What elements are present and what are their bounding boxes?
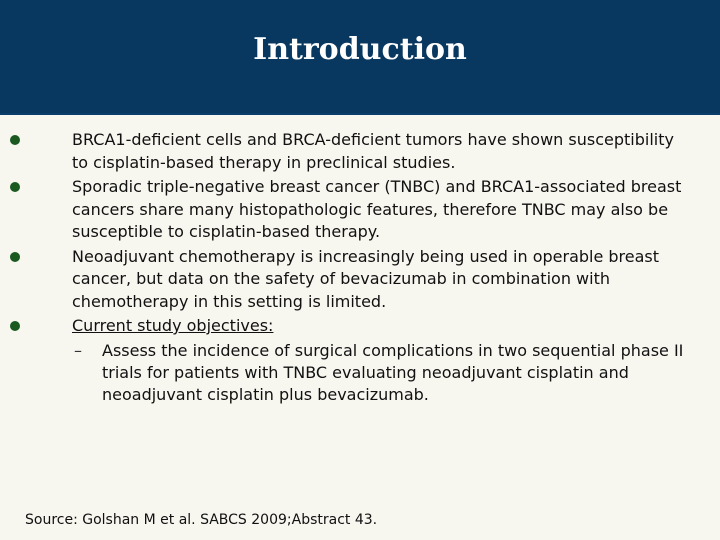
objectives-heading: Current study objectives: bbox=[72, 316, 274, 335]
source-citation: Source: Golshan M et al. SABCS 2009;Abstract 43. bbox=[25, 512, 378, 528]
bullet-text: Neoadjuvant chemotherapy is increasingly being used in operable breast cancer, but data on the safety of bevacizumab in combination with chemotherapy in this setting is limited. bbox=[72, 246, 660, 311]
slide-title: Introduction bbox=[253, 32, 467, 67]
slide-body bbox=[10, 129, 690, 406]
bullet-text: Sporadic triple-negative breast cancer (TNBC) and BRCA1-associated breast cancers share many histopathologic features, therefore TNBC may also be susceptible to cisplatin-based therapy. bbox=[72, 177, 682, 241]
dash-icon: – bbox=[74, 340, 82, 360]
sub-bullet-text: Assess the incidence of surgical complications in two sequential phase II trials for patients with TNBC evaluating neoadjuvant cisplatin and neoadjuvant cisplatin plus bevacizumab. bbox=[102, 340, 684, 404]
bullet-item bbox=[10, 129, 690, 174]
bullet-dot-icon bbox=[10, 135, 20, 145]
bullet-text: BRCA1-deficient cells and BRCA-deficient tumors have shown susceptibility to cisplatin-based therapy in preclinical studies. bbox=[72, 130, 674, 172]
title-bar bbox=[0, 0, 720, 115]
sub-bullet-item bbox=[10, 340, 690, 406]
bullet-dot-icon bbox=[10, 252, 20, 262]
bullet-item bbox=[10, 246, 690, 314]
bullet-item bbox=[10, 176, 690, 244]
bullet-dot-icon bbox=[10, 182, 20, 192]
bullet-dot-icon bbox=[10, 321, 20, 331]
bullet-item bbox=[10, 315, 690, 338]
